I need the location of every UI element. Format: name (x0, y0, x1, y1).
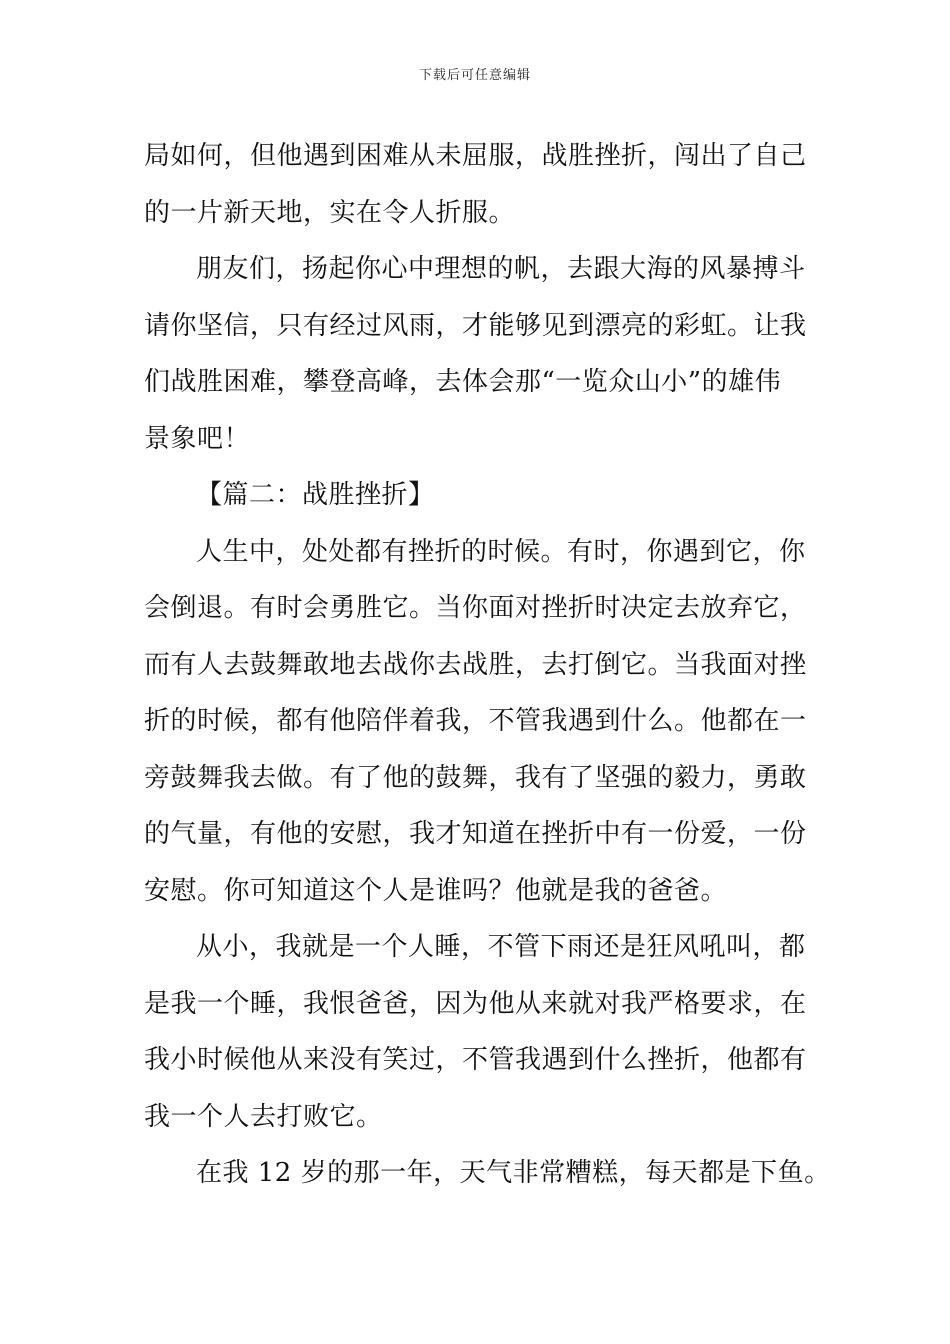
text-line: 旁鼓舞我去做。有了他的鼓舞，我有了坚强的毅力，勇敢 (144, 762, 807, 793)
text-line: 我小时候他从来没有笑过，不管我遇到什么挫折，他都有 (144, 1045, 807, 1075)
text-line: 景象吧！ (144, 423, 251, 454)
section-title: 【篇二：战胜挫折】 (196, 480, 435, 510)
text-line: 局如何，但他遇到困难从未屈服，战胜挫折，闯出了自己 (144, 141, 807, 171)
text-line: 们战胜困难，攀登高峰，去体会那“一览众山小”的雄伟 (144, 367, 782, 397)
paragraph-start-line: 人生中，处处都有挫折的时候。有时，你遇到它，你 (196, 536, 806, 567)
text-line: 我一个人去打败它。 (144, 1101, 383, 1132)
paragraph-start-line: 从小，我就是一个人睡，不管下雨还是狂风吼叫，都 (196, 932, 806, 962)
text-line: 会倒退。有时会勇胜它。当你面对挫折时决定去放弃它， (144, 593, 807, 623)
text-line: 是我一个睡，我恨爸爸，因为他从来就对我严格要求，在 (144, 988, 807, 1019)
text-line: 而有人去鼓舞敢地去战你去战胜，去打倒它。当我面对挫 (144, 649, 807, 680)
text-line: 的一片新天地，实在令人折服。 (144, 197, 516, 228)
text-line: 安慰。你可知道这个人是谁吗？他就是我的爸爸。 (144, 875, 728, 906)
text-line: 折的时候，都有他陪伴着我，不管我遇到什么。他都在一 (144, 706, 807, 736)
page-header: 下载后可任意编辑 (418, 68, 531, 83)
text-line: 请你坚信，只有经过风雨，才能够见到漂亮的彩虹。让我 (144, 310, 807, 341)
paragraph-start-line: 在我 12 岁的那一年，天气非常糟糕，每天都是下鱼。 (196, 1158, 831, 1188)
text-line: 的气量，有他的安慰，我才知道在挫折中有一份爱，一份 (144, 819, 807, 849)
paragraph-start-line: 朋友们，扬起你心中理想的帆，去跟大海的风暴搏斗 (196, 254, 806, 284)
document-body (144, 128, 831, 1202)
